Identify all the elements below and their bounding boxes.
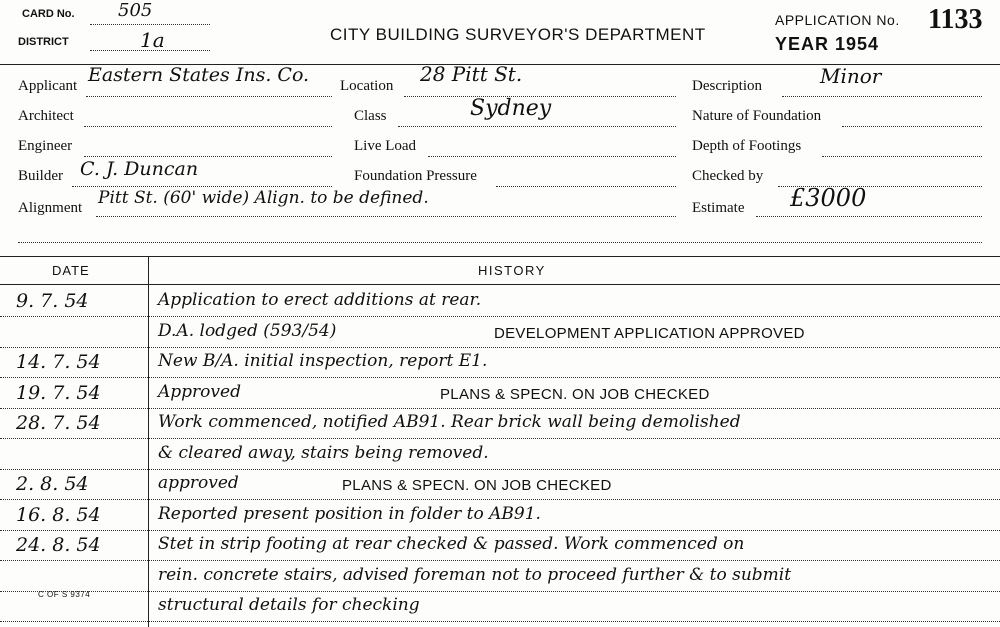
history-entry: D.A. lodged (593/54) xyxy=(158,320,337,341)
builder-value: C. J. Duncan xyxy=(80,158,199,180)
district-line xyxy=(90,50,210,51)
department-title: CITY BUILDING SURVEYOR'S DEPARTMENT xyxy=(330,25,706,44)
description-line xyxy=(782,96,982,97)
nature-of-foundation-line xyxy=(842,126,982,127)
estimate-label: Estimate xyxy=(692,200,745,216)
history-entry: rein. concrete stairs, advised foreman not to proceed further & to submit xyxy=(158,564,792,585)
history-row-line xyxy=(0,316,1000,317)
card-no-line xyxy=(90,24,210,25)
alignment-label: Alignment xyxy=(18,200,83,216)
history-entry: structural details for checking xyxy=(158,595,420,615)
description-value: Minor xyxy=(820,64,882,88)
foundation-pressure-label: Foundation Pressure xyxy=(354,168,477,184)
history-date: 24. 8. 54 xyxy=(16,534,101,556)
builder-label: Builder xyxy=(18,168,63,184)
year-label: YEAR 1954 xyxy=(775,34,880,54)
architect-label: Architect xyxy=(18,108,74,124)
history-row-line xyxy=(0,560,1000,561)
history-entry: Stet in strip footing at rear checked & passed. Work commenced on xyxy=(158,534,745,554)
applicant-value: Eastern States Ins. Co. xyxy=(88,64,310,86)
history-entry: New B/A. initial inspection, report E1. xyxy=(158,351,488,371)
history-row-line xyxy=(0,469,1000,470)
history-row-line xyxy=(0,530,1000,531)
location-value-2: Sydney xyxy=(470,96,552,121)
location-label: Location xyxy=(340,78,394,94)
history-column-header: HISTORY xyxy=(478,263,546,278)
history-top-rule xyxy=(0,256,1000,257)
history-entry: Work commenced, notified AB91. Rear brick wall being demolished xyxy=(158,412,741,432)
live-load-label: Live Load xyxy=(354,138,417,154)
history-entry: Application to erect additions at rear. xyxy=(158,290,482,310)
builder-line xyxy=(72,186,332,187)
card-no-label: CARD No. xyxy=(22,8,75,20)
date-column-divider xyxy=(148,256,149,627)
checked-by-label: Checked by xyxy=(692,168,764,184)
alignment-line xyxy=(96,216,676,217)
engineer-label: Engineer xyxy=(18,138,73,154)
history-row-line xyxy=(0,438,1000,439)
estimate-value: £3000 xyxy=(790,184,867,212)
history-stamp: PLANS & SPECN. ON JOB CHECKED xyxy=(440,385,710,403)
history-date: 28. 7. 54 xyxy=(16,412,101,434)
history-date: 16. 8. 54 xyxy=(16,503,101,526)
history-stamp: DEVELOPMENT APPLICATION APPROVED xyxy=(494,324,805,342)
applicant-line xyxy=(86,96,332,97)
form-code: C OF S 9374 xyxy=(38,590,91,599)
history-row-line xyxy=(0,347,1000,348)
foundation-pressure-line xyxy=(496,186,676,187)
estimate-line xyxy=(756,216,982,217)
engineer-line xyxy=(84,156,332,157)
architect-line xyxy=(84,126,332,127)
live-load-line xyxy=(428,156,676,157)
history-date: 9. 7. 54 xyxy=(16,290,89,312)
history-row-line xyxy=(0,499,1000,500)
depth-of-footings-line xyxy=(822,156,982,157)
class-label: Class xyxy=(354,108,387,124)
application-label: APPLICATION No. xyxy=(775,12,900,28)
history-date: 2. 8. 54 xyxy=(16,473,89,495)
district-label: DISTRICT xyxy=(18,36,69,48)
applicant-label: Applicant xyxy=(18,78,78,94)
history-date: 14. 7. 54 xyxy=(16,351,101,373)
history-row-line xyxy=(0,591,1000,592)
history-header-rule xyxy=(0,284,1000,285)
history-date: 19. 7. 54 xyxy=(16,381,101,404)
description-label: Description xyxy=(692,78,762,94)
class-line xyxy=(398,126,676,127)
alignment-value: Pitt St. (60' wide) Align. to be defined. xyxy=(98,188,429,208)
date-column-header: DATE xyxy=(52,263,90,278)
location-value: 28 Pitt St. xyxy=(420,62,523,86)
blank-line xyxy=(18,242,982,243)
history-entry: Approved xyxy=(158,381,241,402)
history-entry: approved xyxy=(158,473,239,493)
nature-of-foundation-label: Nature of Foundation xyxy=(692,108,822,124)
history-row-line xyxy=(0,408,1000,409)
district-value: 1a xyxy=(140,28,165,52)
history-row-line xyxy=(0,621,1000,622)
history-row-line xyxy=(0,377,1000,378)
application-number: 1133 xyxy=(928,4,983,35)
history-stamp: PLANS & SPECN. ON JOB CHECKED xyxy=(342,477,612,494)
history-entry: & cleared away, stairs being removed. xyxy=(158,442,489,463)
history-entry: Reported present position in folder to AB91. xyxy=(158,503,541,524)
card-no-value: 505 xyxy=(118,0,153,21)
depth-of-footings-label: Depth of Footings xyxy=(692,138,802,154)
